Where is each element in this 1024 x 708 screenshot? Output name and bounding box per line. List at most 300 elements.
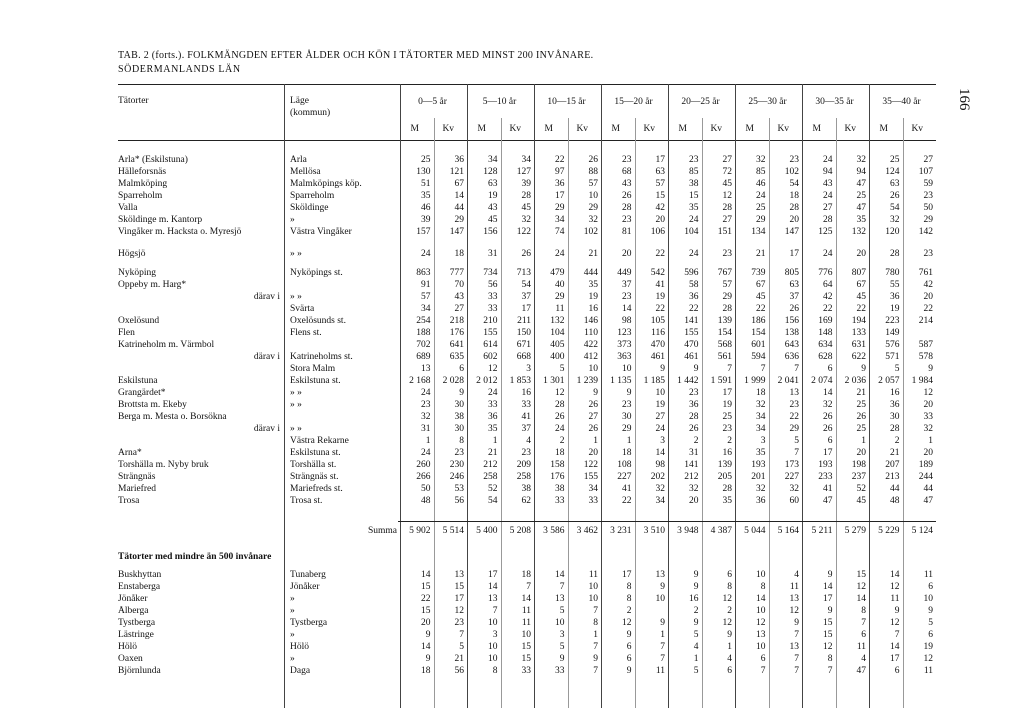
table-cell: 2 012	[476, 376, 498, 386]
table-cell: 9	[425, 654, 431, 664]
table-cell: 37	[789, 292, 799, 302]
table-cell: 106	[650, 227, 665, 237]
table-cell: 3	[526, 364, 531, 374]
table-cell: 32	[923, 424, 933, 434]
table-cell: 13	[555, 594, 565, 604]
table-cell: 205	[717, 472, 732, 482]
table-cell: 233	[818, 472, 833, 482]
table-cell: 26	[789, 304, 799, 314]
table-cell: 11	[856, 642, 866, 652]
column-rule	[400, 84, 401, 708]
table-cell: 42	[923, 280, 933, 290]
table-cell: 23	[789, 400, 799, 410]
table-cell: 198	[851, 460, 866, 470]
table-cell: 24	[756, 191, 766, 201]
table-cell: 148	[818, 328, 833, 338]
town-name: därav i	[253, 424, 280, 434]
table-cell: 10	[521, 630, 531, 640]
table-cell: 169	[818, 316, 833, 326]
table-cell: 9	[425, 630, 431, 640]
table-cell: 32	[756, 484, 766, 494]
town-name: Nyköping	[118, 268, 156, 278]
table-cell: 12	[722, 618, 732, 628]
table-cell: 422	[583, 340, 598, 350]
table-cell: 22	[655, 304, 665, 314]
lage-kommun: Eskilstuna st.	[290, 376, 341, 386]
town-name: Katrineholm m. Värmbol	[118, 340, 215, 350]
lage-kommun: »	[290, 654, 295, 664]
table-cell: 34	[555, 215, 565, 225]
table-cell: 20	[856, 448, 866, 458]
table-cell: 13	[488, 594, 498, 604]
table-cell: 158	[550, 460, 565, 470]
table-cell: 12	[890, 618, 900, 628]
female-header: Kv	[643, 124, 656, 134]
table-cell: 141	[684, 460, 699, 470]
table-cell: 34	[756, 424, 766, 434]
table-cell: 13	[789, 388, 799, 398]
male-header: M	[678, 124, 687, 134]
age-group-header: 15—20 år	[614, 97, 653, 107]
town-name: Oaxen	[118, 654, 143, 664]
table-cell: 27	[722, 155, 732, 165]
column-rule	[467, 84, 468, 708]
table-cell: 70	[454, 280, 464, 290]
table-cell: 6	[928, 582, 933, 592]
lage-kommun: Flens st.	[290, 328, 322, 338]
table-cell: 211	[517, 316, 531, 326]
table-cell: 21	[756, 249, 766, 259]
table-cell: 643	[784, 340, 799, 350]
lage-kommun: » »	[290, 424, 302, 434]
table-cell: 19	[655, 400, 665, 410]
town-name: Buskhyttan	[118, 570, 162, 580]
table-cell: 19	[488, 191, 498, 201]
female-header: Kv	[509, 124, 522, 134]
lage-kommun: Västra Vingåker	[290, 227, 352, 237]
table-cell: 29	[622, 424, 632, 434]
table-cell: 15	[856, 570, 866, 580]
table-cell: 4	[861, 654, 866, 664]
table-cell: 104	[550, 328, 565, 338]
lage-kommun: » »	[290, 249, 302, 259]
table-cell: 1 185	[643, 376, 665, 386]
table-cell: 102	[784, 167, 799, 177]
table-cell: 28	[823, 215, 833, 225]
table-cell: 15	[521, 642, 531, 652]
table-cell: 15	[454, 582, 464, 592]
table-cell: 9	[861, 364, 866, 374]
table-cell: 7	[593, 642, 598, 652]
table-cell: 24	[421, 249, 431, 259]
town-name: Eskilstuna	[118, 376, 158, 386]
table-cell: 596	[684, 268, 699, 278]
table-cell: 14	[488, 582, 498, 592]
table-cell: 449	[617, 268, 632, 278]
table-cell: 102	[583, 227, 598, 237]
lage-kommun: »	[290, 215, 295, 225]
age-group-header: 5—10 år	[482, 97, 517, 107]
town-name: Ärla* (Eskilstuna)	[118, 155, 188, 165]
table-cell: 107	[918, 167, 933, 177]
table-cell: 36	[555, 179, 565, 189]
male-header: M	[611, 124, 620, 134]
table-cell: 21	[856, 388, 866, 398]
table-cell: 22	[622, 496, 632, 506]
table-cell: 43	[454, 292, 464, 302]
table-cell: 63	[655, 167, 665, 177]
table-cell: 35	[421, 191, 431, 201]
summa-cell: 3 462	[576, 526, 598, 536]
table-cell: 3	[760, 436, 766, 446]
table-cell: 15	[823, 618, 833, 628]
female-header: Kv	[710, 124, 723, 134]
table-cell: 26	[890, 191, 900, 201]
table-cell: 14	[823, 388, 833, 398]
table-cell: 33	[555, 496, 565, 506]
table-cell: 142	[918, 227, 933, 237]
town-name: Torshälla m. Nyby bruk	[118, 460, 209, 470]
table-cell: 7	[660, 654, 665, 664]
table-cell: 7	[459, 630, 464, 640]
table-cell: 194	[851, 316, 866, 326]
table-cell: 614	[483, 340, 498, 350]
column-rule	[635, 118, 636, 708]
table-cell: 1	[593, 630, 598, 640]
summa-cell: 5 229	[878, 526, 900, 536]
table-cell: 36	[454, 155, 464, 165]
table-cell: 13	[655, 570, 665, 580]
summa-label: Summa	[367, 526, 397, 536]
table-cell: 5	[693, 630, 699, 640]
table-cell: 24	[421, 388, 431, 398]
table-cell: 212	[684, 472, 699, 482]
table-cell: 780	[885, 268, 900, 278]
table-cell: 22	[555, 155, 565, 165]
table-cell: 12	[722, 191, 732, 201]
table-cell: 2	[626, 606, 632, 616]
table-cell: 20	[923, 400, 933, 410]
table-cell: 6	[827, 436, 833, 446]
column-rule	[869, 84, 870, 708]
table-cell: 9	[660, 618, 665, 628]
table-cell: 6	[894, 666, 900, 676]
table-cell: 11	[555, 304, 565, 314]
table-cell: 15	[421, 582, 431, 592]
table-cell: 17	[789, 249, 799, 259]
table-cell: 53	[454, 484, 464, 494]
table-cell: 32	[588, 215, 598, 225]
table-cell: 9	[559, 654, 565, 664]
lage-kommun: Västra Rekarne	[290, 436, 349, 446]
table-cell: 6	[727, 666, 732, 676]
table-cell: 23	[689, 155, 699, 165]
table-cell: 130	[416, 167, 431, 177]
table-cell: 57	[588, 179, 598, 189]
female-header: Kv	[442, 124, 455, 134]
table-cell: 25	[890, 155, 900, 165]
table-cell: 27	[823, 203, 833, 213]
table-cell: 702	[416, 340, 431, 350]
table-cell: 98	[655, 460, 665, 470]
table-cell: 22	[421, 594, 431, 604]
table-cell: 254	[416, 316, 431, 326]
table-cell: 50	[421, 484, 431, 494]
table-cell: 5	[894, 364, 900, 374]
table-cell: 634	[818, 340, 833, 350]
table-cell: 33	[488, 292, 498, 302]
column-rule	[735, 84, 736, 708]
table-cell: 8	[626, 594, 632, 604]
table-cell: 10	[488, 642, 498, 652]
summa-cell: 3 586	[543, 526, 565, 536]
table-cell: 34	[421, 304, 431, 314]
table-cell: 39	[421, 215, 431, 225]
table-cell: 209	[516, 460, 531, 470]
table-cell: 156	[784, 316, 799, 326]
table-cell: 29	[588, 203, 598, 213]
lage-kommun: Tunaberg	[290, 570, 326, 580]
table-cell: 6	[861, 630, 866, 640]
table-cell: 2	[727, 436, 732, 446]
table-cell: 9	[928, 606, 933, 616]
table-cell: 10	[588, 594, 598, 604]
table-cell: 24	[823, 249, 833, 259]
table-cell: 54	[890, 203, 900, 213]
table-cell: 186	[751, 316, 766, 326]
table-cell: 81	[622, 227, 632, 237]
table-cell: 40	[555, 280, 565, 290]
table-cell: 9	[593, 388, 598, 398]
table-cell: 2	[727, 606, 732, 616]
table-cell: 127	[516, 167, 531, 177]
age-group-header: 35—40 år	[882, 97, 921, 107]
table-cell: 22	[689, 304, 699, 314]
table-cell: 33	[521, 400, 531, 410]
table-cell: 17	[454, 594, 464, 604]
lage-kommun: Tystberga	[290, 618, 328, 628]
table-cell: 193	[818, 460, 833, 470]
lage-kommun: Trosa st.	[290, 496, 323, 506]
table-cell: 23	[622, 400, 632, 410]
table-cell: 155	[684, 328, 699, 338]
table-cell: 11	[521, 606, 531, 616]
table-cell: 412	[583, 352, 598, 362]
summa-cell: 5 400	[476, 526, 498, 536]
table-cell: 470	[650, 340, 665, 350]
table-cell: 45	[722, 179, 732, 189]
table-cell: 36	[689, 400, 699, 410]
table-cell: 27	[588, 412, 598, 422]
table-cell: 9	[827, 606, 833, 616]
table-cell: 11	[890, 594, 900, 604]
lage-kommun: Nyköpings st.	[290, 268, 343, 278]
table-cell: 7	[794, 666, 799, 676]
table-cell: 154	[751, 328, 766, 338]
table-cell: 14	[890, 570, 900, 580]
town-name: Vingåker m. Hacksta o. Myresjö	[118, 227, 242, 237]
table-cell: 22	[789, 412, 799, 422]
table-cell: 56	[454, 496, 464, 506]
table-cell: 15	[521, 654, 531, 664]
table-cell: 26	[555, 412, 565, 422]
lage-kommun: Strängnäs st.	[290, 472, 339, 482]
table-cell: 157	[416, 227, 431, 237]
table-cell: 31	[488, 249, 498, 259]
table-cell: 12	[923, 388, 933, 398]
table-cell: 713	[516, 268, 531, 278]
table-cell: 12	[856, 582, 866, 592]
table-cell: 2 074	[811, 376, 833, 386]
table-cell: 110	[584, 328, 598, 338]
summa-cell: 5 902	[409, 526, 431, 536]
table-cell: 14	[555, 570, 565, 580]
table-cell: 63	[890, 179, 900, 189]
table-cell: 30	[622, 412, 632, 422]
table-cell: 16	[689, 594, 699, 604]
table-cell: 363	[617, 352, 632, 362]
table-cell: 91	[421, 280, 431, 290]
table-cell: 10	[756, 642, 766, 652]
table-cell: 26	[689, 424, 699, 434]
table-cell: 7	[794, 654, 799, 664]
table-cell: 26	[823, 424, 833, 434]
lage-kommun: Mariefreds st.	[290, 484, 343, 494]
table-cell: 218	[449, 316, 464, 326]
table-cell: 56	[454, 666, 464, 676]
table-cell: 202	[650, 472, 665, 482]
table-cell: 151	[717, 227, 732, 237]
female-header: Kv	[911, 124, 924, 134]
table-cell: 461	[650, 352, 665, 362]
table-cell: 11	[789, 582, 799, 592]
table-cell: 27	[722, 215, 732, 225]
table-cell: 22	[923, 304, 933, 314]
table-cell: 35	[756, 448, 766, 458]
table-cell: 42	[655, 203, 665, 213]
summa-cell: 5 164	[777, 526, 799, 536]
table-cell: 22	[856, 304, 866, 314]
table-cell: 19	[923, 642, 933, 652]
column-rule	[668, 84, 669, 708]
lage-kommun: Jönåker	[290, 582, 320, 592]
table-cell: 14	[421, 570, 431, 580]
table-cell: 25	[856, 400, 866, 410]
table-cell: 19	[655, 292, 665, 302]
table-cell: 12	[756, 618, 766, 628]
table-cell: 2 028	[442, 376, 464, 386]
table-cell: 14	[622, 304, 632, 314]
summa-cell: 5 208	[509, 526, 531, 536]
table-cell: 19	[588, 292, 598, 302]
table-cell: 68	[622, 167, 632, 177]
column-rule	[568, 118, 569, 708]
table-cell: 55	[890, 280, 900, 290]
table-cell: 9	[894, 606, 900, 616]
table-cell: 461	[684, 352, 699, 362]
table-cell: 2 041	[777, 376, 799, 386]
summa-cell: 3 948	[677, 526, 699, 536]
table-cell: 28	[555, 400, 565, 410]
table-cell: 4	[794, 570, 799, 580]
town-name: Ärna*	[118, 448, 142, 458]
table-cell: 26	[521, 249, 531, 259]
table-cell: 18	[756, 388, 766, 398]
table-cell: 19	[722, 400, 732, 410]
table-cell: 116	[651, 328, 665, 338]
table-cell: 147	[784, 227, 799, 237]
table-cell: 767	[717, 268, 732, 278]
table-cell: 30	[890, 412, 900, 422]
table-cell: 20	[655, 215, 665, 225]
table-cell: 156	[483, 227, 498, 237]
table-cell: 45	[856, 292, 866, 302]
table-cell: 1 301	[543, 376, 565, 386]
town-name: Lästringe	[118, 630, 154, 640]
table-cell: 689	[416, 352, 431, 362]
table-cell: 29	[756, 215, 766, 225]
table-cell: 63	[789, 280, 799, 290]
table-cell: 147	[449, 227, 464, 237]
table-cell: 16	[588, 304, 598, 314]
table-cell: 2 168	[409, 376, 431, 386]
table-cell: 571	[885, 352, 900, 362]
table-cell: 11	[655, 666, 665, 676]
table-cell: 9	[693, 618, 699, 628]
female-header: Kv	[844, 124, 857, 134]
table-cell: 24	[555, 424, 565, 434]
table-cell: 20	[923, 448, 933, 458]
table-cell: 67	[454, 179, 464, 189]
table-cell: 246	[449, 472, 464, 482]
table-cell: 1	[861, 436, 866, 446]
table-cell: 542	[650, 268, 665, 278]
table-cell: 28	[722, 304, 732, 314]
table-cell: 578	[918, 352, 933, 362]
table-cell: 10	[488, 654, 498, 664]
table-cell: 17	[622, 570, 632, 580]
table-cell: 266	[416, 472, 431, 482]
table-cell: 31	[421, 424, 431, 434]
table-cell: 12	[890, 582, 900, 592]
table-cell: 29	[722, 292, 732, 302]
table-cell: 23	[722, 424, 732, 434]
table-cell: 18	[521, 570, 531, 580]
table-cell: 54	[789, 179, 799, 189]
section-small-towns-title: Tätorter med mindre än 500 invånare	[118, 552, 272, 562]
table-cell: 17	[823, 448, 833, 458]
table-cell: 35	[722, 496, 732, 506]
table-cell: 10	[756, 606, 766, 616]
table-cell: 9	[827, 570, 833, 580]
table-cell: 14	[421, 642, 431, 652]
table-cell: 23	[454, 448, 464, 458]
table-cell: 38	[454, 412, 464, 422]
table-cell: 1	[425, 436, 431, 446]
table-cell: 20	[856, 249, 866, 259]
table-cell: 373	[617, 340, 632, 350]
table-cell: 1	[626, 436, 632, 446]
table-cell: 8	[727, 582, 732, 592]
table-cell: 64	[823, 280, 833, 290]
table-cell: 641	[449, 340, 464, 350]
table-cell: 44	[890, 484, 900, 494]
table-cell: 36	[756, 496, 766, 506]
table-cell: 45	[856, 496, 866, 506]
table-cell: 41	[622, 484, 632, 494]
table-cell: 1 853	[509, 376, 531, 386]
table-cell: 2	[559, 436, 565, 446]
